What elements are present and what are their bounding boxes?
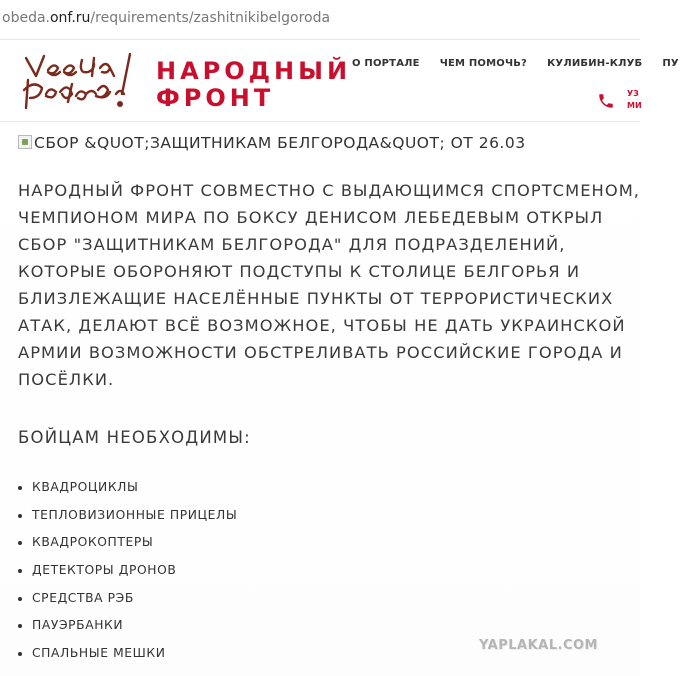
list-item: СРЕДСТВА РЭБ <box>18 591 237 619</box>
paragraph-line: БЛИЗЛЕЖАЩИЕ НАСЕЛЁННЫЕ ПУНКТЫ ОТ ТЕРРОРИСТИЧЕСКИХ <box>18 289 614 308</box>
paragraph-line: ЧЕМПИОНОМ МИРА ПО БОКСУ ДЕНИСОМ ЛЕБЕДЕВЫМ ОТКРЫЛ <box>18 208 604 227</box>
nav-item-about[interactable]: О ПОРТАЛЕ <box>352 58 420 69</box>
list-item: СПАЛЬНЫЕ МЕШКИ <box>18 646 237 674</box>
nav-item-how-to-help[interactable]: ЧЕМ ПОМОЧЬ? <box>439 58 528 69</box>
intro-paragraph <box>18 177 640 393</box>
paragraph-line: НАРОДНЫЙ ФРОНТ СОВМЕСТНО С ВЫДАЮЩИМСЯ СПОРТСМЕНОМ, <box>18 181 641 200</box>
needs-list <box>18 480 237 674</box>
contact-line-2: МИ <box>627 101 642 110</box>
needs-heading: БОЙЦАМ НЕОБХОДИМЫ: <box>18 428 251 447</box>
contact-text[interactable] <box>627 88 642 112</box>
paragraph-line: КОТОРЫЕ ОБОРОНЯЮТ ПОДСТУПЫ К СТОЛИЦЕ БЕЛГОРЬЯ И <box>18 262 581 281</box>
watermark: YAPLAKAL.COM <box>479 638 598 653</box>
list-item: КВАДРОКОПТЕРЫ <box>18 535 237 563</box>
phone-icon[interactable] <box>597 92 615 110</box>
list-item: ТЕПЛОВИЗИОННЫЕ ПРИЦЕЛЫ <box>18 508 237 536</box>
paragraph-line: АТАК, ДЕЛАЮТ ВСЁ ВОЗМОЖНОЕ, ЧТОБЫ НЕ ДАТЬ УКРАИНСКОЙ <box>18 316 626 335</box>
site-header <box>0 40 679 122</box>
paragraph-line: ПОСЁЛКИ. <box>18 370 115 389</box>
nav-item-truncated[interactable]: ПУ <box>662 58 679 69</box>
broken-image <box>18 134 526 152</box>
nav-item-kulibin-club[interactable]: КУЛИБИН-КЛУБ <box>547 58 643 69</box>
article-content <box>0 122 640 676</box>
main-nav <box>352 58 699 69</box>
list-item: ПАУЭРБАНКИ <box>18 618 237 646</box>
list-item: ДЕТЕКТОРЫ ДРОНОВ <box>18 563 237 591</box>
contact-line-1: УЗ <box>627 89 639 98</box>
url-host: onf.ru <box>49 10 91 26</box>
script-logo[interactable] <box>18 50 136 112</box>
list-item: КВАДРОЦИКЛЫ <box>18 480 237 508</box>
address-bar[interactable] <box>0 0 640 40</box>
url-prefix: obeda. <box>2 10 50 26</box>
broken-image-alt-text: СБОР &QUOT;ЗАЩИТНИКАМ БЕЛГОРОДА&QUOT; ОТ 26.03 <box>34 134 526 152</box>
brand-logo[interactable] <box>156 58 351 112</box>
url-path: /requirements/zashitnikibelgoroda <box>90 10 331 26</box>
brand-line-1: НАРОДНЫЙ <box>156 57 352 85</box>
brand-line-2: ФРОНТ <box>156 84 275 112</box>
paragraph-line: СБОР "ЗАЩИТНИКАМ БЕЛГОРОДА" ДЛЯ ПОДРАЗДЕЛЕНИЙ, <box>18 235 566 254</box>
paragraph-line: АРМИИ ВОЗМОЖНОСТИ ОБСТРЕЛИВАТЬ РОССИЙСКИЕ ГОРОДА И <box>18 343 623 362</box>
broken-image-icon <box>18 135 32 149</box>
url-text[interactable] <box>2 10 330 26</box>
